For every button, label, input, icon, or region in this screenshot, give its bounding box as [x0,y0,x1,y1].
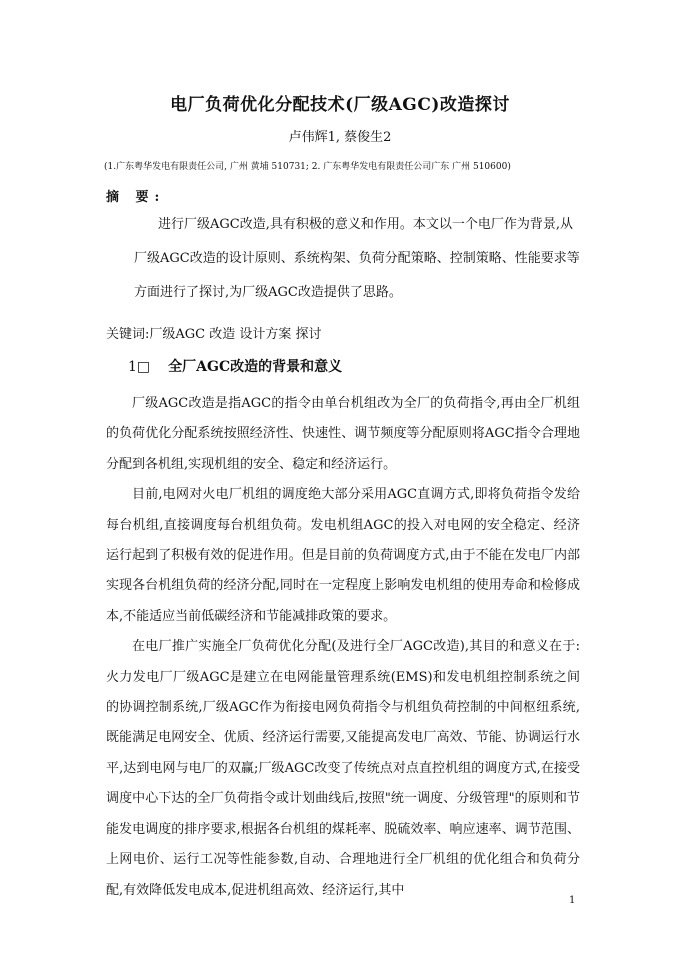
body-paragraph: 在电厂推广实施全厂负荷优化分配(及进行全厂AGC改造),其目的和意义在于:火力发电厂厂级AGC是建立在电网能量管理系统(EMS)和发电机组控制系统之间的协调控制系统,厂级AGC作为衔接电网负荷指令与机组负荷控制的中间枢纽系统,既能满足电网安全、优质、经济运行需要,又能提高发电厂高效、节能、协调运行水平,达到电网与电厂的双赢;厂级AGC改变了传统点对点直控机组的调度方式,在接受调度中心下达的全厂负荷指令或计划曲线后,按照"统一调度、分级管理"的原则和节能发电调度的排序要求,根据各台机组的煤耗率、脱硫效率、响应速率、调节范围、上网电价、运行工况等性能参数,自动、合理地进行全厂机组的优化组合和负荷分配,有效降低发电成本,促进机组高效、经济运行,其中 [106,639,580,898]
affiliation-line: (1.广东粤华发电有限责任公司, 广州 黄埔 510731; 2. 广东粤华发电有限责任公司广东 广州 510600) [104,162,511,172]
section-number: 1□ [128,359,151,375]
body-paragraph: 目前,电网对火电厂机组的调度绝大部分采用AGC直调方式,即将负荷指令发给每台机组,直接调度每台机组负荷。发电机组AGC的投入对电网的安全稳定、经济运行起到了积极有效的促进作用。但是目前的负荷调度方式,由于不能在发电厂内部实现各台机组负荷的经济分配,同时在一定程度上影响发电机组的使用寿命和检修成本,不能适应当前低碳经济和节能减排政策的要求。 [106,487,580,624]
section-heading [128,356,342,376]
keywords-line: 关键词:厂级AGC 改造 设计方案 探讨 [106,327,322,342]
body-text [106,389,580,906]
page-number: 1 [569,895,576,906]
abstract-text: 进行厂级AGC改造,具有积极的意义和作用。本文以一个电厂作为背景,从厂级AGC改造的设计原则、系统构架、负荷分配策略、控制策略、性能要求等方面进行了探讨,为厂级AGC改造提供了思路。 [134,217,580,300]
document-title: 电厂负荷优化分配技术(厂级AGC)改造探讨 [170,95,510,115]
abstract-label: 摘 要: [106,190,166,205]
body-paragraph: 厂级AGC改造是指AGC的指令由单台机组改为全厂的负荷指令,再由全厂机组的负荷优化分配系统按照经济性、快速性、调节频度等分配原则将AGC指令合理地分配到各机组,实现机组的安全、稳定和经济运行。 [106,396,580,472]
authors-line: 卢伟辉1, 蔡俊生2 [288,130,392,145]
section-title: 全厂AGC改造的背景和意义 [168,359,343,375]
